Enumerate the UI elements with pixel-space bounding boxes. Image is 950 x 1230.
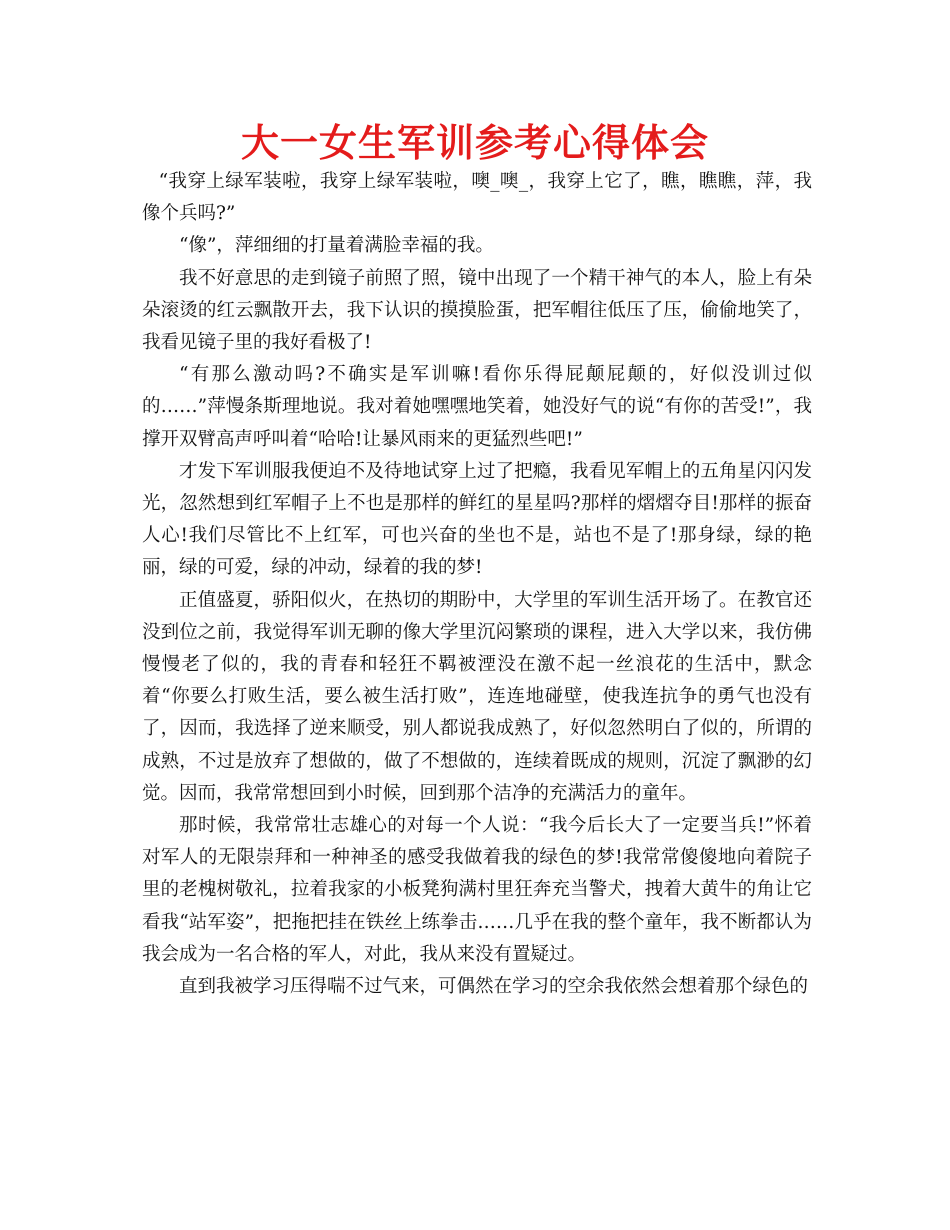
paragraph-1: “我穿上绿军装啦，我穿上绿军装啦，噢_噢_，我穿上它了，瞧，瞧瞧，萍，我像个兵吗?” [142,171,812,225]
paragraph-3: 我不好意思的走到镜子前照了照，镜中出现了一个精干神气的本人，脸上有朵朵滚烫的红云飘散开去，我下认识的摸摸脸蛋，把军帽往低压了压，偷偷地笑了，我看见镜子里的我好看极了! [142,267,812,354]
paragraph-7: 那时候，我常常壮志雄心的对每一个人说：“我今后长大了一定要当兵!”怀着对军人的无限崇拜和一种神圣的感受我做着我的绿色的梦!我常常傻傻地向着院子里的老槐树敬礼，拉着我家的小板凳狗满村里狂奔充当警犬，拽着大黄牛的角让它看我“站军姿”，把拖把挂在铁丝上练拳击……几乎在我的整个童年，我不断都认为我会成为一名合格的军人，对此，我从来没有置疑过。 [142,815,812,965]
document-title: 大一女生军训参考心得体会 [240,120,709,165]
paragraph-4: “有那么激动吗?不确实是军训嘛!看你乐得屁颠屁颠的，好似没训过似的……”萍慢条斯理地说。我对着她嘿嘿地笑着，她没好气的说“有你的苦受!”，我撑开双臂高声呼叫着“哈哈!让暴风雨来的更猛烈些吧!” [142,364,812,450]
document-body [142,166,812,1003]
paragraph-6: 正值盛夏，骄阳似火，在热切的期盼中，大学里的军训生活开场了。在教官还没到位之前，我觉得军训无聊的像大学里沉闷繁琐的课程，进入大学以来，我仿佛慢慢老了似的，我的青春和轻狂不羁被湮没在激不起一丝浪花的生活中，默念着“你要么打败生活，要么被生活打败”，连连地碰壁，使我连抗争的勇气也没有了，因而，我选择了逆来顺受，别人都说我成熟了，好似忽然明白了似的，所谓的成熟，不过是放弃了想做的，做了不想做的，连续着既成的规则，沉淀了飘渺的幻觉。因而，我常常想回到小时候，回到那个洁净的充满活力的童年。 [142,589,812,804]
paragraph-8: 直到我被学习压得喘不过气来，可偶然在学习的空余我依然会想着那个绿色的 [179,976,809,998]
paragraph-5: 才发下军训服我便迫不及待地试穿上过了把瘾，我看见军帽上的五角星闪闪发光，忽然想到红军帽子上不也是那样的鲜红的星星吗?那样的熠熠夺目!那样的振奋人心!我们尽管比不上红军，可也兴奋的坐也不是，站也不是了!那身绿，绿的艳丽，绿的可爱，绿的冲动，绿着的我的梦! [142,460,812,579]
paragraph-2: “像”，萍细细的打量着满脸幸福的我。 [179,235,494,257]
